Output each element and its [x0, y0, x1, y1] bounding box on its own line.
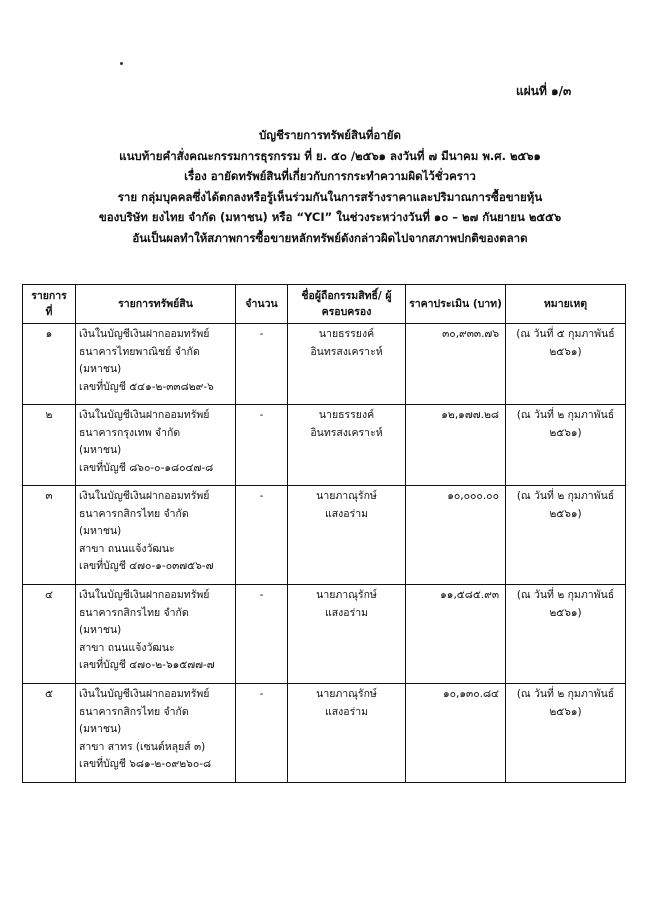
cell-qty: - [236, 405, 288, 486]
cell-price: ๑๐,๐๐๐.๐๐ [406, 486, 506, 585]
cell-no: ๑ [23, 324, 76, 405]
col-header-asset: รายการทรัพย์สิน [76, 285, 236, 324]
cell-asset: เงินในบัญชีเงินฝากออมทรัพย์ ธนาคารกรุงเทพ จำกัด (มหาชน) เลขที่บัญชี ๘๖๐-๐-๑๘๐๔๗-๘ [76, 405, 236, 486]
scan-speck [120, 62, 123, 65]
col-header-price: ราคาประเมิน (บาท) [406, 285, 506, 324]
cell-owner: นายภาณุรักษ์ แสงอร่าม [288, 486, 406, 585]
cell-owner: นายธรรยงค์ อินทรสงเคราะห์ [288, 405, 406, 486]
table-row [23, 684, 626, 783]
header-party: ราย กลุ่มบุคคลซึ่งได้ตกลงหรือรู้เห็นร่วมกันในการสร้างราคาและปริมาณการซื้อขายหุ้น [117, 189, 543, 204]
table-row [23, 405, 626, 486]
col-header-qty: จำนวน [236, 285, 288, 324]
cell-price: ๑๒,๑๗๗.๒๘ [406, 405, 506, 486]
cell-qty: - [236, 684, 288, 783]
cell-qty: - [236, 486, 288, 585]
cell-note: (ณ วันที่ ๒ กุมภาพันธ์ ๒๕๖๑) [506, 405, 626, 486]
cell-owner: นายภาณุรักษ์ แสงอร่าม [288, 684, 406, 783]
cell-note: (ณ วันที่ ๒ กุมภาพันธ์ ๒๕๖๑) [506, 486, 626, 585]
header-effect: อันเป็นผลทำให้สภาพการซื้อขายหลักทรัพย์ดังกล่าวผิดไปจากสภาพปกติของตลาด [132, 230, 528, 245]
col-header-no: รายการ ที่ [23, 285, 76, 324]
table-header-row [23, 285, 626, 324]
asset-table [22, 284, 626, 783]
col-header-owner: ชื่อผู้ถือกรรมสิทธิ์/ ผู้ครอบครอง [288, 285, 406, 324]
cell-asset: เงินในบัญชีเงินฝากออมทรัพย์ ธนาคารกสิกรไทย จำกัด (มหาชน) สาขา ถนนแจ้งวัฒนะ เลขที่บัญชี ๔๗๐-๑-๐๓๗๕๖-๗ [76, 486, 236, 585]
cell-no: ๔ [23, 585, 76, 684]
cell-no: ๓ [23, 486, 76, 585]
cell-asset: เงินในบัญชีเงินฝากออมทรัพย์ ธนาคารกสิกรไทย จำกัด (มหาชน) สาขา ถนนแจ้งวัฒนะ เลขที่บัญชี ๔๗๐-๒-๖๑๕๗๗-๗ [76, 585, 236, 684]
col-header-note: หมายเหตุ [506, 285, 626, 324]
page-number: แผ่นที่ ๑/๓ [516, 84, 572, 98]
cell-owner: นายภาณุรักษ์ แสงอร่าม [288, 585, 406, 684]
cell-no: ๕ [23, 684, 76, 783]
table-row [23, 324, 626, 405]
document-header [60, 125, 600, 248]
cell-note: (ณ วันที่ ๒ กุมภาพันธ์ ๒๕๖๑) [506, 585, 626, 684]
cell-asset: เงินในบัญชีเงินฝากออมทรัพย์ ธนาคารกสิกรไทย จำกัด (มหาชน) สาขา สาทร (เซนต์หลุยส์ ๓) เลขที่บัญชี ๖๘๑-๒-๐๙๒๖๐-๘ [76, 684, 236, 783]
cell-no: ๒ [23, 405, 76, 486]
table-row [23, 585, 626, 684]
header-order-reference: แนบท้ายคำสั่งคณะกรรมการธุรกรรม ที่ ย. ๕๐ /๒๕๖๑ ลงวันที่ ๗ มีนาคม พ.ศ. ๒๕๖๑ [119, 148, 541, 163]
header-title: บัญชีรายการทรัพย์สินที่อายัด [259, 128, 401, 142]
cell-note: (ณ วันที่ ๒ กุมภาพันธ์ ๒๕๖๑) [506, 684, 626, 783]
cell-note: (ณ วันที่ ๕ กุมภาพันธ์ ๒๕๖๑) [506, 324, 626, 405]
cell-price: ๓๐,๙๓๓.๗๖ [406, 324, 506, 405]
cell-qty: - [236, 324, 288, 405]
header-subject: เรื่อง อายัดทรัพย์สินที่เกี่ยวกับการกระทำความผิดไว้ชั่วคราว [184, 169, 476, 183]
cell-qty: - [236, 585, 288, 684]
cell-price: ๑๐,๑๓๐.๘๔ [406, 684, 506, 783]
header-company: ของบริษัท ยงไทย จำกัด (มหาชน) หรือ “YCI” ในช่วงระหว่างวันที่ ๑๐ – ๒๗ กันยายน ๒๕๕๖ [98, 210, 562, 224]
table-row [23, 486, 626, 585]
cell-owner: นายธรรยงค์ อินทรสงเคราะห์ [288, 324, 406, 405]
cell-asset: เงินในบัญชีเงินฝากออมทรัพย์ ธนาคารไทยพาณิชย์ จำกัด (มหาชน) เลขที่บัญชี ๕๔๑-๒-๓๓๘๒๙-๖ [76, 324, 236, 405]
cell-price: ๑๑,๕๘๕.๙๓ [406, 585, 506, 684]
